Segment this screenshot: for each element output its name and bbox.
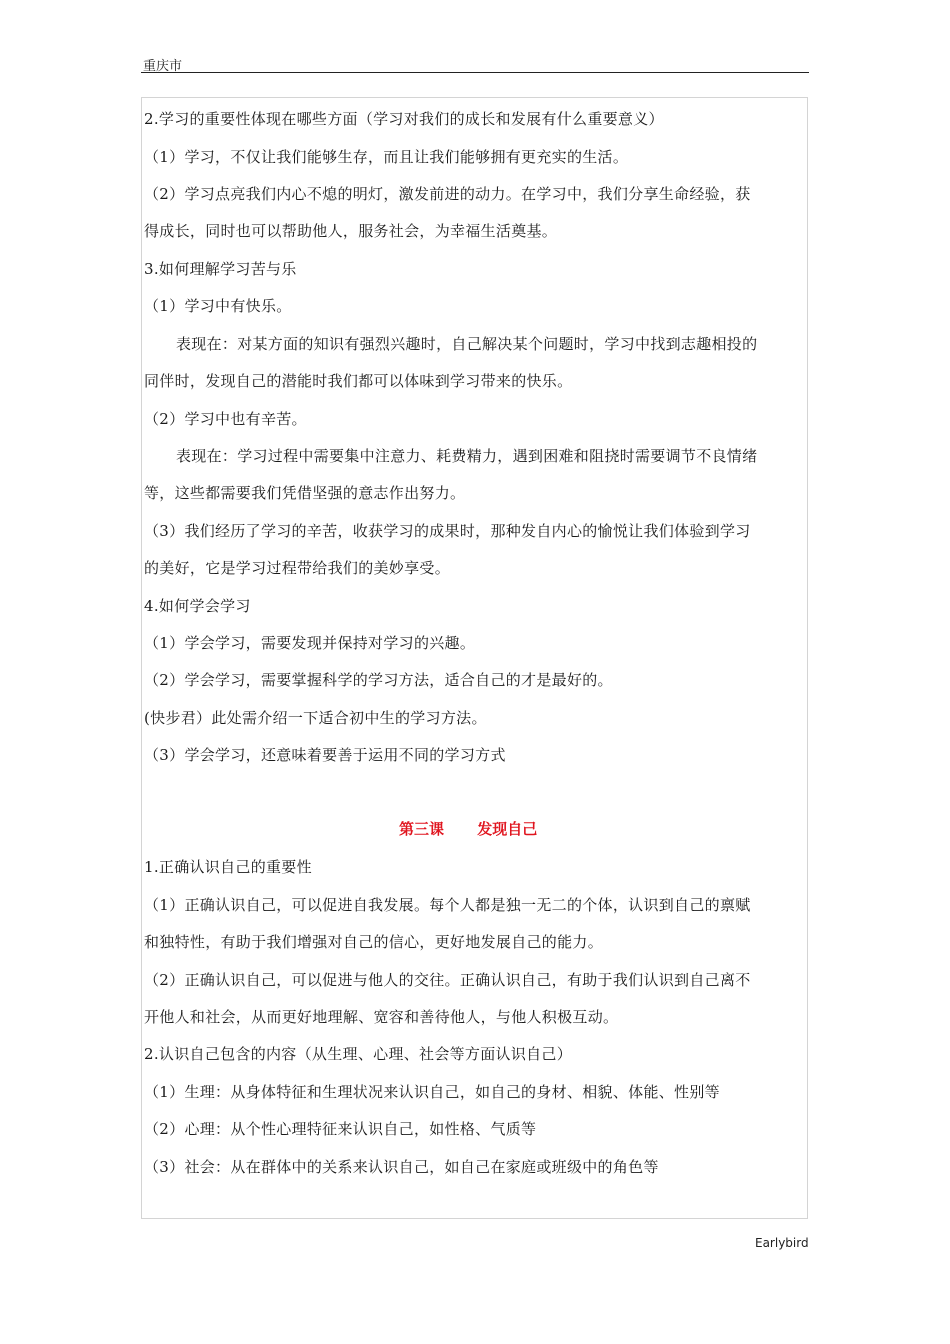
- answer-line: （1）正确认识自己，可以促进自我发展。每个人都是独一无二的个体，认识到自己的禀赋: [144, 896, 751, 914]
- answer-line: 同伴时，发现自己的潜能时我们都可以体味到学习带来的快乐。: [144, 372, 573, 390]
- answer-line: （2）学会学习，需要掌握科学的学习方法，适合自己的才是最好的。: [144, 671, 613, 689]
- answer-line: （3）学会学习，还意味着要善于运用不同的学习方式: [144, 746, 506, 764]
- header-region: 重庆市: [143, 59, 183, 74]
- lesson-title: 第三课 发现自己: [399, 820, 538, 838]
- answer-line: （2）心理：从个性心理特征来认识自己，如性格、气质等: [144, 1120, 537, 1138]
- page-header: [141, 52, 809, 73]
- answer-line: 等，这些都需要我们凭借坚强的意志作出努力。: [144, 484, 466, 502]
- question-heading: 3.如何理解学习苦与乐: [144, 260, 297, 278]
- question-heading: 4.如何学会学习: [144, 597, 251, 615]
- question-heading: 1.正确认识自己的重要性: [144, 858, 312, 876]
- answer-line: （1）学习中有快乐。: [144, 297, 292, 315]
- note-line: (快步君）此处需介绍一下适合初中生的学习方法。: [144, 709, 487, 727]
- footer-brand: Earlybird: [755, 1236, 809, 1250]
- answer-line: （3）社会：从在群体中的关系来认识自己，如自己在家庭或班级中的角色等: [144, 1158, 659, 1176]
- question-heading: 2.学习的重要性体现在哪些方面（学习对我们的成长和发展有什么重要意义）: [144, 110, 664, 128]
- question-heading: 2.认识自己包含的内容（从生理、心理、社会等方面认识自己）: [144, 1045, 573, 1063]
- answer-line: （2）正确认识自己，可以促进与他人的交往。正确认识自己，有助于我们认识到自己离不: [144, 971, 751, 989]
- answer-line: 表现在：对某方面的知识有强烈兴趣时，自己解决某个问题时，学习中找到志趣相投的: [176, 335, 758, 353]
- answer-line: 和独特性，有助于我们增强对自己的信心，更好地发展自己的能力。: [144, 933, 604, 951]
- answer-line: （2）学习点亮我们内心不熄的明灯，激发前进的动力。在学习中，我们分享生命经验，获: [144, 185, 751, 203]
- answer-line: （3）我们经历了学习的辛苦，收获学习的成果时，那种发自内心的愉悦让我们体验到学习: [144, 522, 751, 540]
- answer-line: 的美好，它是学习过程带给我们的美妙享受。: [144, 559, 451, 577]
- answer-line: （2）学习中也有辛苦。: [144, 410, 307, 428]
- answer-line: （1）生理：从身体特征和生理状况来认识自己，如自己的身材、相貌、体能、性别等: [144, 1083, 720, 1101]
- answer-line: 开他人和社会，从而更好地理解、宽容和善待他人，与他人积极互动。: [144, 1008, 619, 1026]
- answer-line: 得成长，同时也可以帮助他人，服务社会，为幸福生活奠基。: [144, 222, 558, 240]
- answer-line: 表现在：学习过程中需要集中注意力、耗费精力，遇到困难和阻挠时需要调节不良情绪: [176, 447, 758, 465]
- answer-line: （1）学习，不仅让我们能够生存，而且让我们能够拥有更充实的生活。: [144, 148, 629, 166]
- answer-line: （1）学会学习，需要发现并保持对学习的兴趣。: [144, 634, 476, 652]
